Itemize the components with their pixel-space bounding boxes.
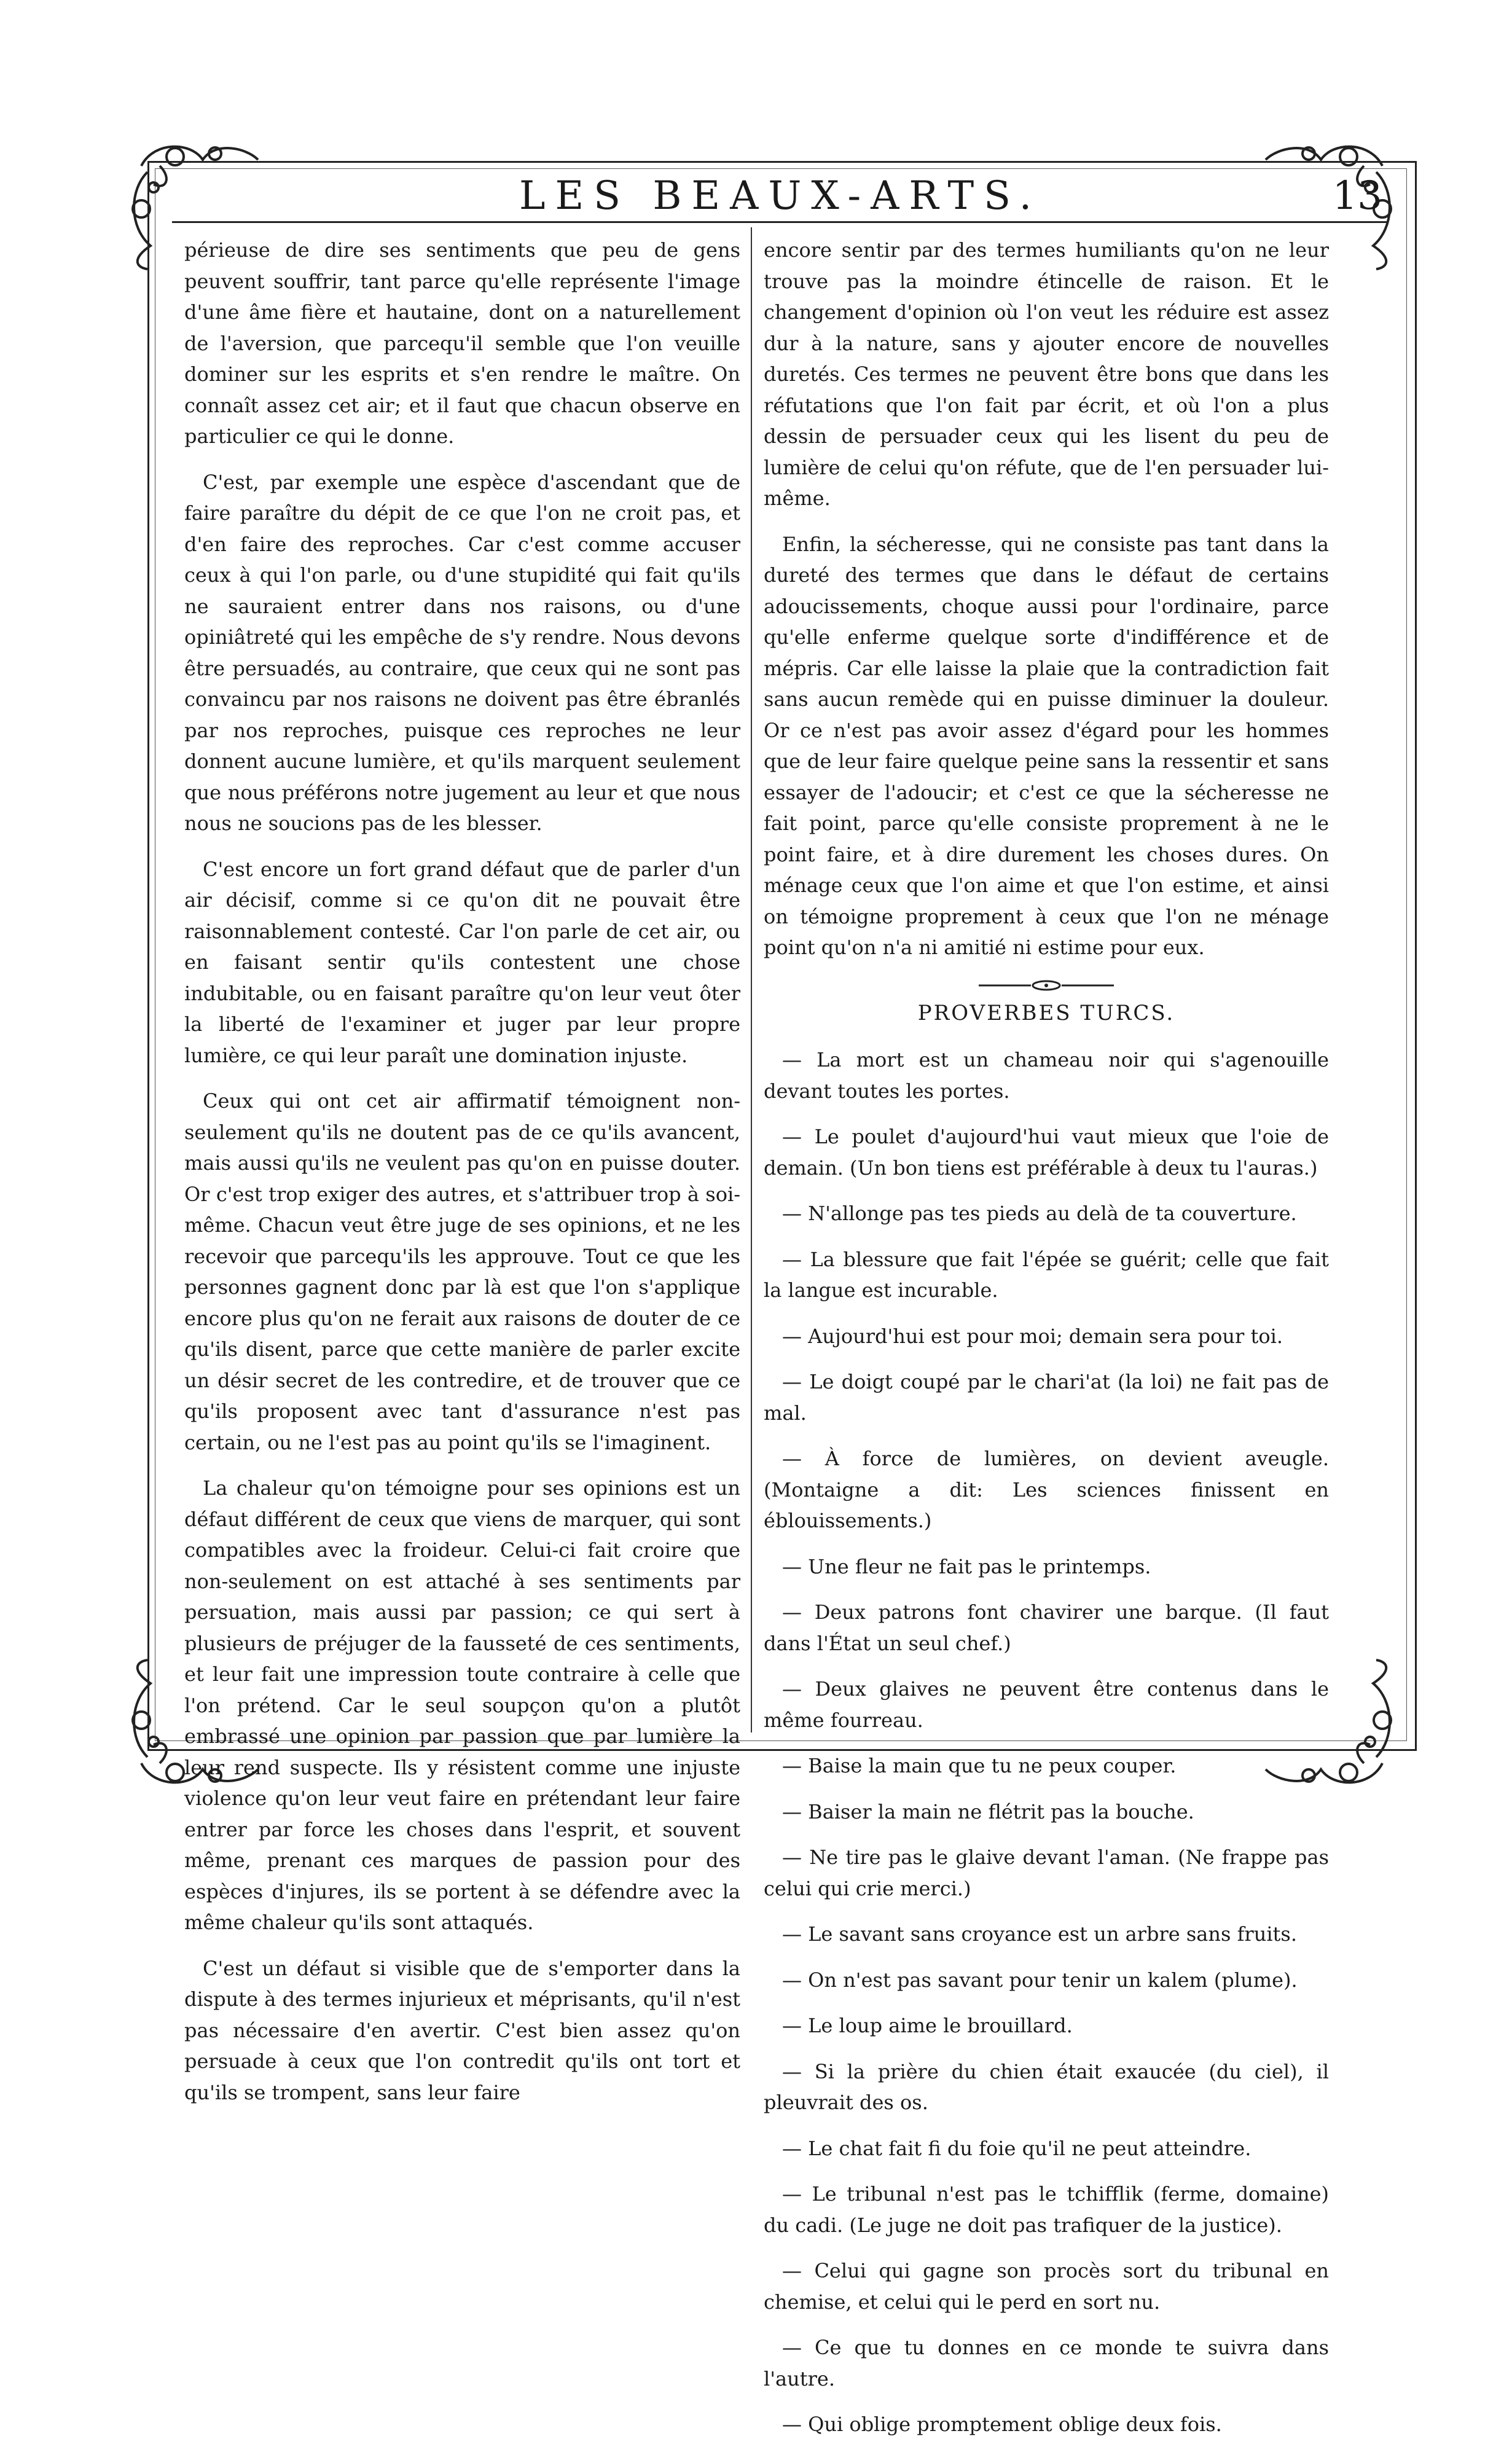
proverb-item: — Si la prière du chien était exaucée (du ciel), il pleuvrait des os.	[764, 2059, 1329, 2114]
proverb-item: — Baise la main que tu ne peux couper.	[782, 1754, 1177, 1777]
proverb-item: — Le loup aime le brouillard.	[782, 2014, 1073, 2037]
paragraph: C'est, par exemple une espèce d'ascendant que de faire paraître du dépit de ce que l'on ne croit pas, et d'en faire des reproches. Car c'est comme accuser ceux à qui l'on parle, ou d'une stupidité qui fait qu'ils ne sauraient entrer dans nos raisons, ou d'une opiniâtreté qui les empêche de s'y rendre. Nous devons être persuadés, au contraire, que ceux qui ne sont pas convaincu par nos raisons ne doivent pas être ébranlés par nos reproches, puisque ces reproches ne leur donnent aucune lumière, et qu'ils marquent seulement que nous préférons notre jugement au leur et que nous nous ne soucions pas de les blesser.	[184, 470, 740, 835]
journal-title: LES BEAUX-ARTS.	[519, 173, 1042, 219]
proverb-item: — Le tribunal n'est pas le tchifflik (ferme, domaine) du cadi. (Le juge ne doit pas trafiquer de la justice).	[764, 2182, 1329, 2237]
proverb-item: — Le poulet d'aujourd'hui vaut mieux que l'oie de demain. (Un bon tiens est préférable à deux tu l'auras.)	[764, 1125, 1329, 1180]
paragraph: périeuse de dire ses sentiments que peu de gens peuvent souffrir, tant parce qu'elle représente l'image d'une âme fière et hautaine, dont on a naturellement de l'aversion, que parcequ'il semble que l'on veuille dominer sur les esprits et s'en rendre le maître. On connaît assez cet air; et il faut que chacun observe en particulier ce qui le donne.	[184, 238, 740, 448]
right-column	[764, 235, 1329, 2455]
section-separator-icon	[979, 978, 1114, 993]
proverb-list	[764, 1044, 1329, 2440]
proverb-item: — Aujourd'hui est pour moi; demain sera pour toi.	[782, 1324, 1283, 1348]
section-title: PROVERBES TURCS.	[917, 1000, 1175, 1025]
proverb-item: — Deux glaives ne peuvent être contenus dans le même fourreau.	[764, 1677, 1329, 1732]
proverb-item: — La mort est un chameau noir qui s'agenouille devant toutes les portes.	[764, 1048, 1329, 1103]
column-divider	[751, 227, 752, 1733]
proverb-item: — À force de lumières, on devient aveugle. (Montaigne a dit: Les sciences finissent en éblouissements.)	[764, 1447, 1329, 1532]
proverb-item: — Une fleur ne fait pas le printemps.	[782, 1554, 1151, 1578]
proverb-item: — Le chat fait fi du foie qu'il ne peut atteindre.	[782, 2136, 1252, 2160]
paragraph: Ceux qui ont cet air affirmatif témoignent non-seulement qu'ils ne doutent pas de ce qu'ils avancent, mais aussi qu'ils ne veulent pas qu'on en puisse douter. Or c'est trop exiger des autres, et s'attribuer trop à soi-même. Chacun veut être juge de ses opinions, et ne les recevoir que parcequ'ils les approuve. Tout ce que les personnes gagnent donc par là est que l'on s'applique encore plus qu'on ne ferait aux raisons de douter de ce qu'ils disent, parce que cette manière de parler excite un désir secret de les contredire, et de trouver que ce qu'ils proposent avec tant d'assurance n'est pas certain, ou ne l'est pas au point qu'ils se l'imaginent.	[184, 1089, 740, 1454]
page-number: 13	[1332, 173, 1382, 219]
proverb-item: — Celui qui gagne son procès sort du tribunal en chemise, et celui qui le perd en sort nu.	[764, 2259, 1329, 2314]
paragraph: Enfin, la sécheresse, qui ne consiste pas tant dans la dureté des termes que dans le défaut de certains adoucissements, choque aussi pour l'ordinaire, parce qu'elle enferme quelque sorte d'indifférence et de mépris. Car elle laisse la plaie que la contradiction fait sans aucun remède qui en puisse diminuer la douleur. Or ce n'est pas avoir assez d'égard pour les hommes que de leur faire quelque peine sans la ressentir et sans essayer de l'adoucir; et c'est ce que la sécheresse ne fait point, parce qu'elle consiste proprement à ne le point faire, et à dire durement les choses dures. On ménage ceux que l'on aime et que l'on estime, et ainsi on témoigne proprement à ceux que l'on ne ménage point qu'on n'a ni amitié ni estime pour eux.	[764, 532, 1329, 959]
proverb-item: — Qui oblige promptement oblige deux fois.	[782, 2413, 1222, 2436]
paragraph: C'est un défaut si visible que de s'emporter dans la dispute à des termes injurieux et méprisants, qu'il n'est pas nécessaire d'en avertir. C'est bien assez qu'on persuade à ceux que l'on contredit qu'ils ont tort et qu'ils se trompent, sans leur faire	[184, 1956, 740, 2104]
running-header	[172, 167, 1389, 223]
proverb-item: — Le doigt coupé par le chari'at (la loi) ne fait pas de mal.	[764, 1370, 1329, 1425]
paragraph: C'est encore un fort grand défaut que de parler d'un air décisif, comme si ce qu'on dit ne pouvait être raisonnablement contesté. Car l'on parle de cet air, ou en faisant sentir qu'ils contestent une chose indubitable, ou en faisant paraître qu'on leur veut ôter la liberté de l'examiner et juger par leur propre lumière, ce qui leur paraît une domination injuste.	[184, 857, 740, 1067]
proverb-item: — Baiser la main ne flétrit pas la bouche.	[782, 1799, 1194, 1823]
proverb-item: — Ne tire pas le glaive devant l'aman. (Ne frappe pas celui qui crie merci.)	[764, 1846, 1329, 1900]
proverb-item: — Deux patrons font chavirer une barque. (Il faut dans l'État un seul chef.)	[764, 1600, 1329, 1655]
proverb-item: — N'allonge pas tes pieds au delà de ta couverture.	[782, 1202, 1297, 1225]
proverb-item: — Le savant sans croyance est un arbre sans fruits.	[782, 1922, 1297, 1946]
left-column	[184, 235, 740, 2123]
proverb-item: — On n'est pas savant pour tenir un kalem (plume).	[782, 1968, 1298, 1992]
paragraph: La chaleur qu'on témoigne pour ses opinions est un défaut différent de ceux que viens de marquer, qui sont compatibles avec la froideur. Celui-ci fait croire que non-seulement on est attaché à ses sentiments par persuation, mais aussi par passion; ce qui sert à plusieurs de préjuger de la fausseté de ces sentiments, et leur fait une impression toute contraire à celle que l'on prétend. Car le seul soupçon qu'on a plutôt embrassé une opinion par passion que par lumière la leur rend suspecte. Ils y résistent comme une injuste violence qu'on leur veut faire en prétendant leur faire entrer par force les choses dans l'esprit, et souvent même, prenant ces marques de passion pour des espèces d'injures, ils se portent à se défendre avec la même chaleur qu'ils sont attaqués.	[184, 1476, 740, 1934]
proverb-item: — La blessure que fait l'épée se guérit; celle que fait la langue est incurable.	[764, 1247, 1329, 1302]
proverb-item: — Ce que tu donnes en ce monde te suivra dans l'autre.	[764, 2336, 1329, 2390]
paragraph: encore sentir par des termes humiliants qu'on ne leur trouve pas la moindre étincelle de raison. Et le changement d'opinion où l'on veut les réduire est assez dur à la nature, sans y ajouter encore de nouvelles duretés. Ces termes ne peuvent être bons que dans les réfutations que l'on fait par écrit, et où l'on a plus dessin de persuader ceux qui les lisent du peu de lumière de celui qu'on réfute, que de l'en persuader lui-même.	[764, 238, 1329, 510]
